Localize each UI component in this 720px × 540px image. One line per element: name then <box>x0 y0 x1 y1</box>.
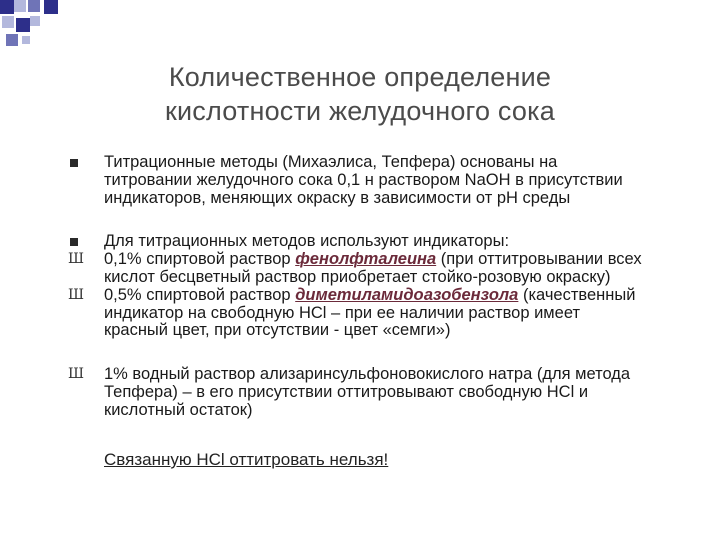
deco-square-7 <box>30 16 40 26</box>
bullet-list <box>62 148 702 420</box>
deco-square-1 <box>0 0 14 14</box>
list-item <box>62 233 702 251</box>
deco-square-2 <box>14 0 26 12</box>
bullet-4-line-3: красный цвет, при отсутствии - цвет «семги») <box>104 321 451 340</box>
bullet-3-text-post: (при оттитровывании всех <box>436 250 642 269</box>
page-title <box>60 60 660 128</box>
deco-square-6 <box>16 18 30 32</box>
bullet-5-line-3: кислотный остаток) <box>104 400 253 419</box>
deco-square-3 <box>28 0 40 12</box>
sub-bullet-icon: Ш <box>68 366 84 383</box>
deco-square-5 <box>2 16 14 28</box>
sub-bullet-icon: Ш <box>68 251 84 268</box>
bullet-4-line-2: индикатор на свободную HCl – при ее наличии раствор имеет <box>104 303 581 322</box>
list-item <box>62 366 702 419</box>
bullet-3-line-2: кислот бесцветный раствор приобретает стойко-розовую окраску) <box>104 267 611 286</box>
deco-square-4 <box>44 0 58 14</box>
deco-square-9 <box>22 36 30 44</box>
list-item <box>62 154 702 207</box>
title-line-2: кислотности желудочного сока <box>165 96 555 126</box>
indicator-phenolphthalein: фенолфталеина <box>295 250 437 269</box>
indicator-dimethylaminoazobenzene: диметиламидоазобензола <box>295 285 519 304</box>
square-bullet-icon <box>70 238 78 246</box>
bullet-4-text-post: (качественный <box>518 285 636 304</box>
hcl-note-link[interactable]: Связанную HCl оттитровать нельзя! <box>104 450 389 469</box>
bullet-1-line-3: индикаторов, меняющих окраску в зависимости от pH среды <box>104 188 571 207</box>
bullet-4-line-1 <box>104 287 702 305</box>
list-item <box>62 251 702 287</box>
title-line-1: Количественное определение <box>168 62 552 92</box>
bullet-2-line-1: Для титрационных методов используют индикаторы: <box>104 232 510 251</box>
bullet-3-text-pre: 0,1% спиртовой раствор <box>104 250 296 269</box>
square-bullet-icon <box>70 159 78 167</box>
bullet-4-text-pre: 0,5% спиртовой раствор <box>104 285 296 304</box>
bullet-3-line-1 <box>104 251 702 269</box>
bullet-5-line-2: Тепфера) – в его присутствии оттитровывают свободную HCl и <box>104 382 589 401</box>
bullet-5-line-1: 1% водный раствор ализаринсульфоновокислого натра (для метода <box>104 365 631 384</box>
sub-bullet-icon: Ш <box>68 286 84 303</box>
bullet-1-line-2: титровании желудочного сока 0,1 н раствором NaOH в присутствии <box>104 170 623 189</box>
bullet-1-line-1: Титрационные методы (Михаэлиса, Тепфера) основаны на <box>104 153 558 171</box>
deco-square-8 <box>6 34 18 46</box>
list-item <box>62 287 702 340</box>
